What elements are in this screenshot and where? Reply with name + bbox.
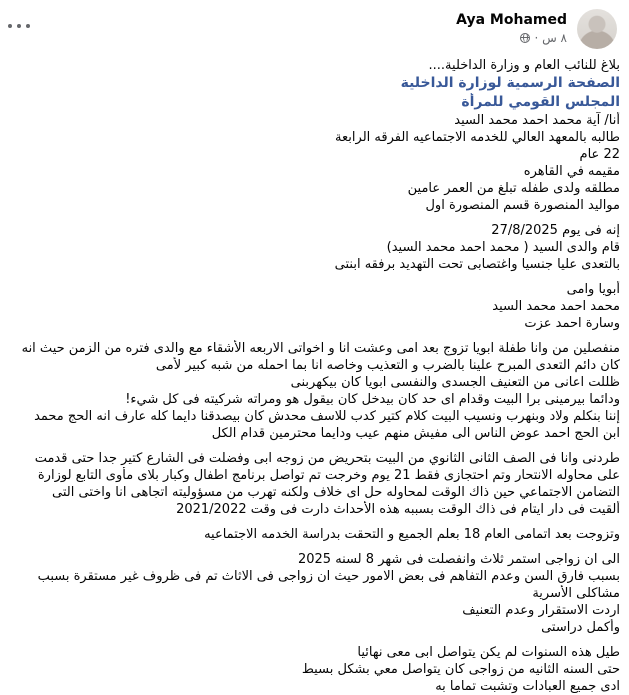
post-line: طردنى وانا فى الصف الثانى الثانوي من البيت بتحريض من زوجه ابى وفضلت فى الشارع كتير جدا حتى قدمت	[34, 451, 620, 466]
post-line: ألقيت فى دار ايتام فى ذاك الوقت بسببه هذه الأحداث دارت فى وقت 2021/2022	[176, 502, 620, 517]
post-line: وأكمل دراستى	[541, 620, 620, 635]
more-options-button[interactable]	[8, 20, 30, 32]
post-meta	[520, 31, 567, 45]
post-line: أنا/ آية محمد احمد محمد السيد	[454, 113, 620, 128]
post-line: قام والدى السيد ( محمد احمد محمد السيد)	[386, 240, 620, 255]
post-line: ظللت اعانى من التعنيف الجسدى والنفسى ابويا كان بيكهربنى	[290, 375, 620, 390]
post-line: التضامن الاجتماعي حين ذاك الوقت لمحاوله حل اى خلاف ولكنه تهرب من مسؤوليته اتجاهى انا واختى التى	[52, 485, 620, 500]
post-line: كان دائم التعدى المبرح علينا بالضرب و التعذيب وخاصه انا بما احمله من شبه كبير لأمى	[155, 358, 620, 373]
post-line: مطلقه ولدى طفله تبلغ من العمر عامين	[407, 181, 620, 196]
post-line: على محاوله الانتحار وتم احتجازى فقط 21 يوم وخرجت تم تواصل برنامج اطفال وكبار بلاى مأوى التابع لوزارة	[37, 468, 620, 483]
post-line: حتى السنه الثانيه من زواجى كان يتواصل معي بشكل بسيط	[301, 662, 620, 677]
dot-icon	[8, 24, 12, 28]
post-line: إننا بنكلم ولاد وبنهرب ونسيب البيت كلام كتير كدب للاسف محدش كان بيصدقنا دايما كله عارف انه الحج محمد	[34, 409, 620, 424]
post-line: وتزوجت بعد اتمامى العام 18 بعلم الجميع و التحقت بدراسة الخدمه الاجتماعيه	[204, 527, 620, 542]
post-line: محمد احمد محمد السيد	[492, 299, 620, 314]
post-line: اردت الاستقرار وعدم التعنيف	[462, 603, 620, 618]
author-name[interactable]: Aya Mohamed	[456, 12, 567, 28]
post-line: مقيمه في القاهره	[523, 164, 620, 179]
dot-icon	[17, 24, 21, 28]
post-line: منفصلين من وانا طفلة ابويا تزوج بعد امى وعشت انا و اخواتى الاربعه الأشقاء مع والدى فتره من الزمن حيث انه	[21, 341, 620, 356]
post-line: ادى جميع العبادات وتشبت تماما به	[435, 679, 620, 694]
post-body	[6, 57, 620, 695]
post-line: أبويا وامى	[566, 282, 620, 297]
post-line: بلاغ للنائب العام و وزارة الداخلية....	[428, 58, 620, 73]
post-line: طالبه بالمعهد العالي للخدمه الاجتماعيه الفرقه الرابعة	[335, 130, 620, 145]
globe-icon	[520, 33, 530, 43]
post-line: الى ان زواجى استمر ثلاث وانفصلت فى شهر 8 لسنه 2025	[297, 552, 620, 567]
post-time[interactable]: ٨ س ·	[534, 31, 567, 45]
post-line: طيل هذه السنوات لم يكن يتواصل ابى معى نهائيا	[357, 645, 620, 660]
post-line: ودائما بيرمينى برا البيت وقدام اى حد كان بيدخل كان بيقول هو ومراته شركيته فى كل شيء!	[125, 392, 620, 407]
post-line: مواليد المنصورة قسم المنصورة اول	[425, 198, 620, 213]
mention-link[interactable]: الصفحة الرسمية لوزارة الداخلية	[400, 75, 620, 91]
mention-link[interactable]: المجلس القومي للمرأة	[461, 94, 620, 110]
post-line: بسبب فارق السن وعدم التفاهم فى بعض الامور حيث ان زواجى فى الاثاث تم فى ظروف غير مستقرة بسبب	[37, 569, 620, 584]
post-line: ابن الحج احمد عوض الناس الى مفيش منهم عيب ودايما محترمين قدام الكل	[211, 426, 620, 441]
dot-icon	[26, 24, 30, 28]
post-line: وسارة احمد عزت	[524, 316, 620, 331]
post-line: 22 عام	[579, 147, 620, 162]
post-line: بالتعدى عليا جنسيا واغتصابى تحت التهديد برفقه ابنتى	[334, 257, 620, 272]
post-header	[0, 6, 629, 56]
post-line: إنه فى يوم 27/8/2025	[491, 223, 620, 238]
post-line: مشاكلى الأسرية	[532, 586, 620, 601]
avatar[interactable]	[577, 9, 617, 49]
